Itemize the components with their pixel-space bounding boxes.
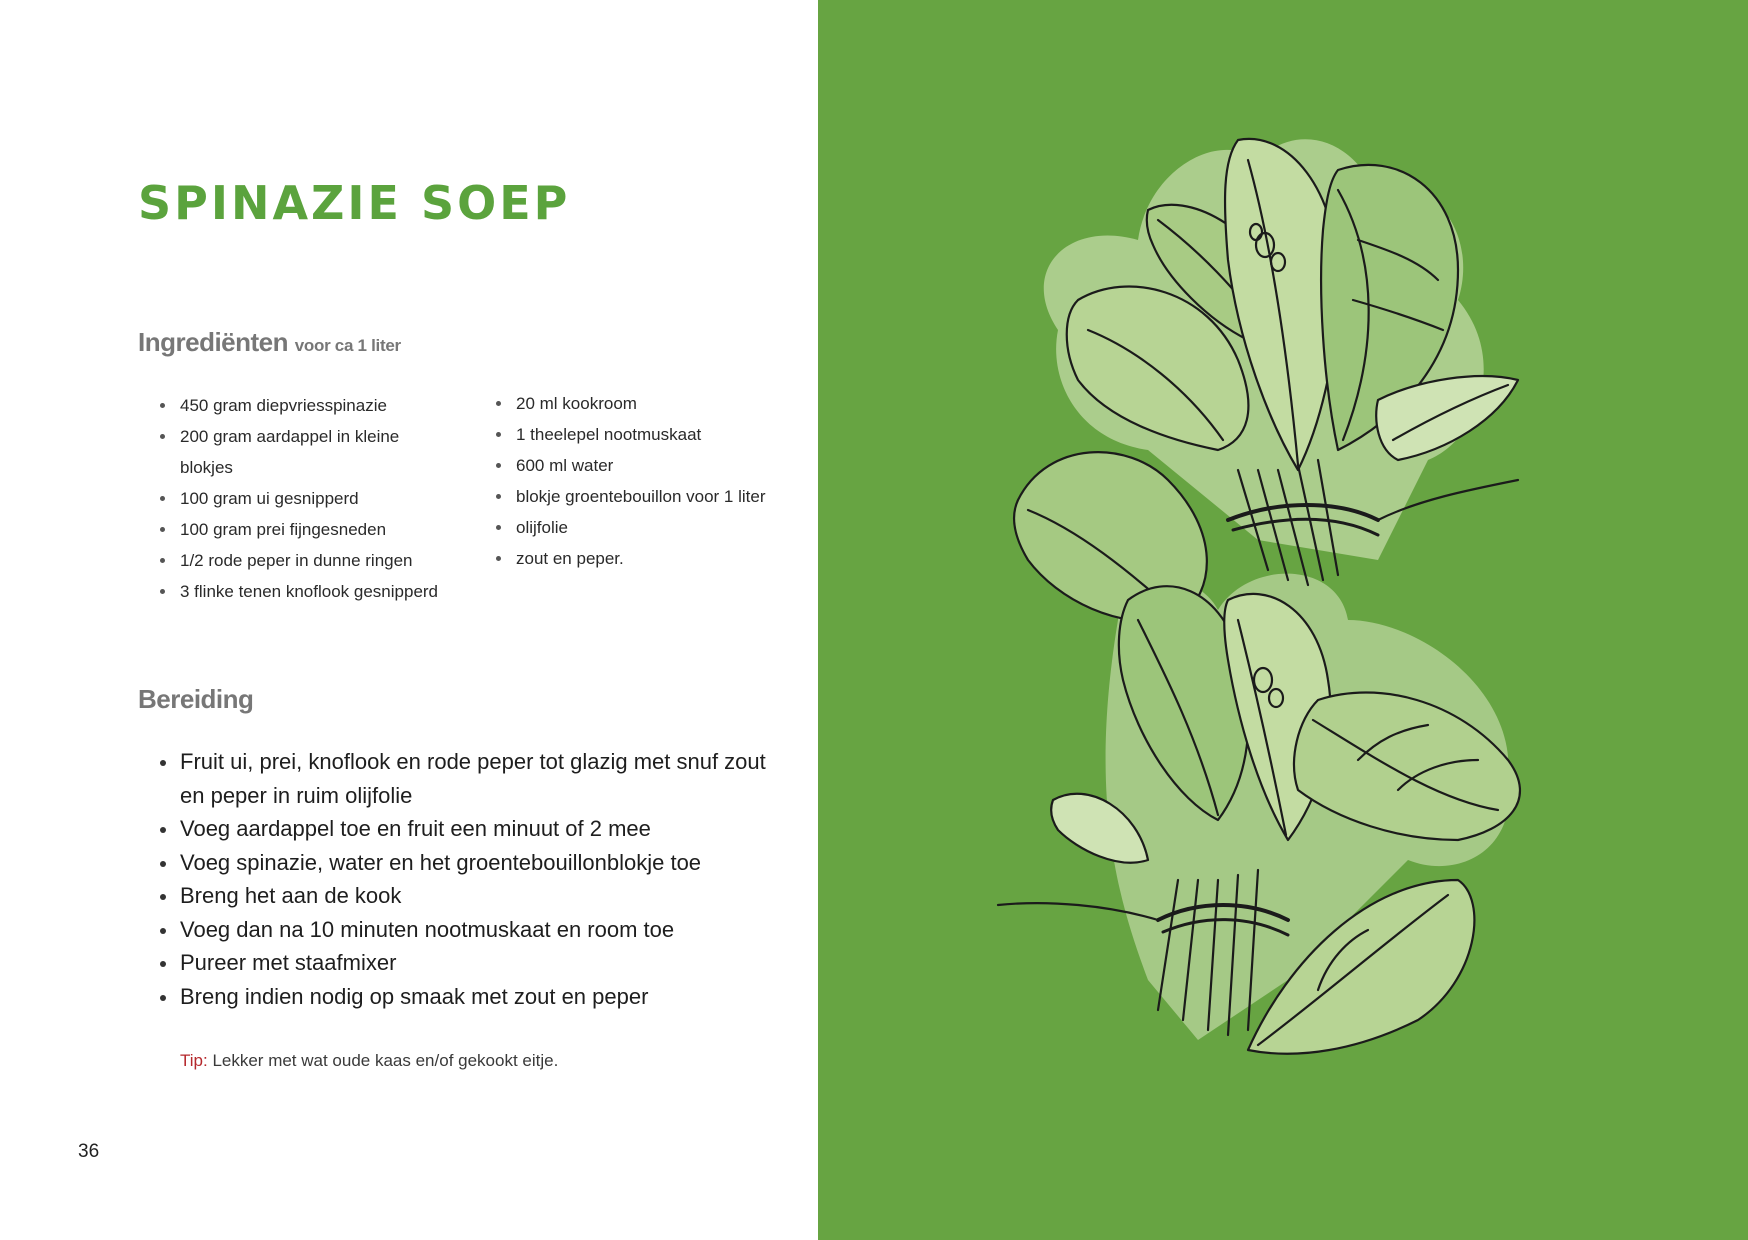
- ingredients-heading: [138, 327, 401, 358]
- ingredient-item: 100 gram ui gesnipperd: [158, 483, 448, 514]
- page-number: 36: [78, 1141, 100, 1162]
- ingredients-column-1: [158, 390, 448, 607]
- preparation-step: Breng het aan de kook: [158, 879, 778, 913]
- preparation-step: Voeg dan na 10 minuten nootmuskaat en room toe: [158, 913, 778, 947]
- tip: [180, 1051, 558, 1071]
- ingredients-subheading: voor ca 1 liter: [294, 336, 401, 355]
- preparation-step: Fruit ui, prei, knoflook en rode peper tot glazig met snuf zout en peper in ruim olijfolie: [158, 745, 778, 812]
- preparation-step: Voeg aardappel toe en fruit een minuut of 2 mee: [158, 812, 778, 846]
- preparation-step: Pureer met staafmixer: [158, 946, 778, 980]
- spinach-bunches-illustration: [818, 0, 1748, 1240]
- tip-text: Lekker met wat oude kaas en/of gekookt eitje.: [207, 1051, 559, 1070]
- ingredient-item: 1 theelepel nootmuskaat: [494, 419, 814, 450]
- preparation-steps: [158, 745, 778, 1013]
- ingredients-heading-text: Ingrediënten: [138, 327, 289, 357]
- recipe-title: SPINAZIE SOEP: [138, 176, 571, 230]
- ingredient-item: 100 gram prei fijngesneden: [158, 514, 448, 545]
- ingredient-item: 3 flinke tenen knoflook gesnipperd: [158, 576, 448, 607]
- ingredient-item: 200 gram aardappel in kleine blokjes: [158, 421, 448, 483]
- preparation-step: Voeg spinazie, water en het groentebouillonblokje toe: [158, 846, 778, 880]
- ingredient-item: 20 ml kookroom: [494, 388, 814, 419]
- preparation-step: Breng indien nodig op smaak met zout en peper: [158, 980, 778, 1014]
- ingredient-item: zout en peper.: [494, 543, 814, 574]
- ingredients-column-2: [494, 388, 814, 574]
- tip-label: Tip:: [180, 1051, 208, 1070]
- ingredient-item: 1/2 rode peper in dunne ringen: [158, 545, 448, 576]
- ingredient-item: blokje groentebouillon voor 1 liter: [494, 481, 814, 512]
- ingredient-item: 600 ml water: [494, 450, 814, 481]
- ingredient-item: olijfolie: [494, 512, 814, 543]
- illustration-panel: [818, 0, 1748, 1240]
- ingredient-item: 450 gram diepvriesspinazie: [158, 390, 448, 421]
- left-page: [0, 0, 818, 1240]
- preparation-heading: Bereiding: [138, 684, 254, 714]
